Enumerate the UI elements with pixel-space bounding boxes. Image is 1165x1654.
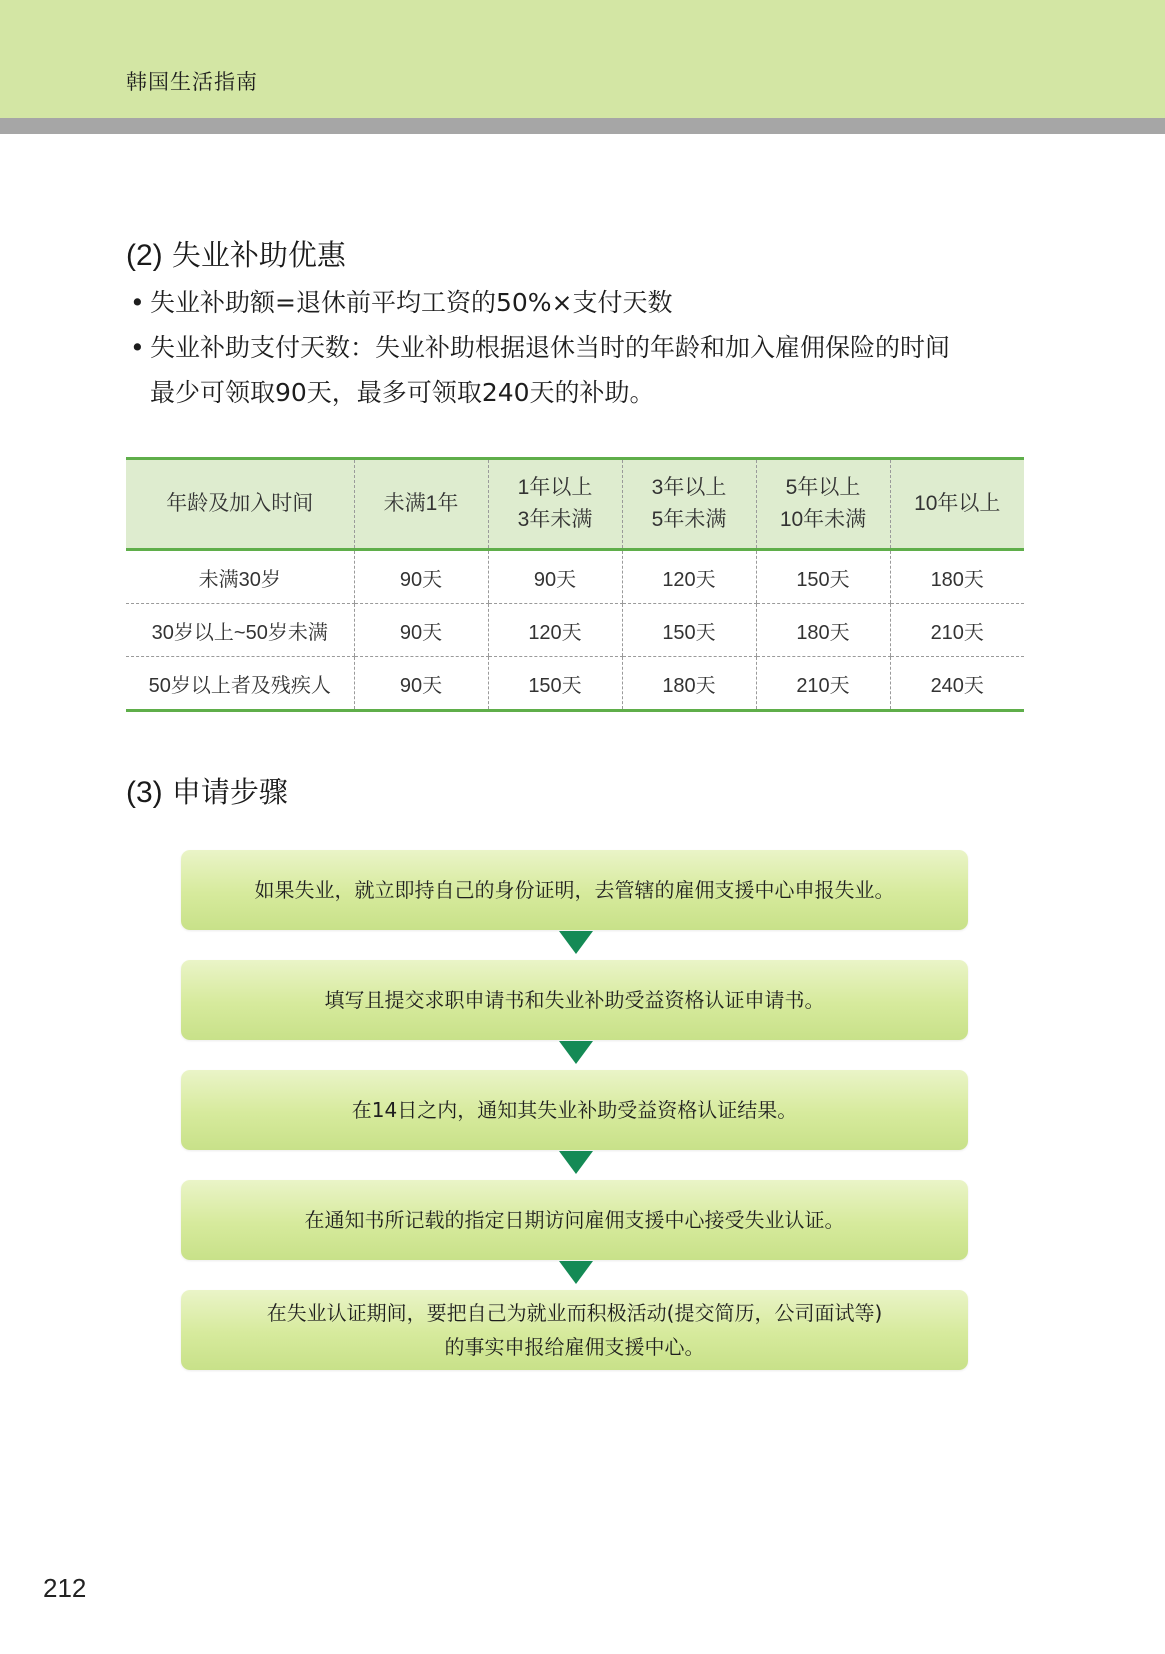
table-cell: 150天 [622,604,756,657]
process-step-text: 填写且提交求职申请书和失业补助受益资格认证申请书。 [324,988,825,1012]
table-row [126,657,1024,711]
process-step [181,1290,968,1370]
arrow-down-icon [559,931,593,954]
page-number: 212 [43,1573,87,1603]
table-row [126,604,1024,657]
bullet-text-continued: 最少可领取90天，最多可领取240天的补助。 [150,378,655,407]
table-cell: 210天 [890,604,1024,657]
process-step [181,1180,968,1260]
section-2-title: 失业补助优惠 [171,238,346,272]
table-cell: 30岁以上~50岁未满 [126,604,354,657]
process-step-text: 在失业认证期间，要把自己为就业而积极活动(提交简历，公司面试等) [266,1301,883,1325]
bullet-list [126,280,1046,415]
table-header-cell: 1年以上 3年未满 [488,459,622,550]
table-row [126,550,1024,604]
arrow-down-icon [559,1151,593,1174]
bullet-item [126,280,1046,325]
table-header-cell: 未满1年 [354,459,488,550]
process-step-text: 如果失业，就立即持自己的身份证明，去管辖的雇佣支援中心申报失业。 [254,878,895,902]
bullet-text: 失业补助额=退休前平均工资的50%×支付天数 [150,288,673,317]
table-header-row [126,459,1024,550]
process-step-text: 在通知书所记载的指定日期访问雇佣支援中心接受失业认证。 [304,1208,845,1232]
process-step [181,1070,968,1150]
header-title: 韩国生活指南 [126,70,258,94]
process-step-text-continued: 的事实申报给雇佣支援中心。 [444,1335,705,1359]
table-cell: 90天 [488,550,622,604]
table-cell: 210天 [756,657,890,711]
table-cell: 120天 [622,550,756,604]
table-cell: 90天 [354,657,488,711]
header-band [0,0,1165,118]
bullet-text: 失业补助支付天数：失业补助根据退休当时的年龄和加入雇佣保险的时间 [150,333,951,362]
section-2-heading [126,233,346,274]
bullet-dot-icon: • [130,288,145,317]
arrow-down-icon [559,1041,593,1064]
arrow-down-icon [559,1261,593,1284]
table-header-cell: 5年以上 10年未满 [756,459,890,550]
table-cell: 150天 [756,550,890,604]
section-2-number: (2) [126,239,163,272]
table-header-cell: 年龄及加入时间 [126,459,354,550]
table-cell: 120天 [488,604,622,657]
table-cell: 240天 [890,657,1024,711]
table-cell: 150天 [488,657,622,711]
process-step [181,960,968,1040]
benefit-days-table [126,457,1024,712]
table-cell: 90天 [354,550,488,604]
table-cell: 180天 [756,604,890,657]
table-cell: 90天 [354,604,488,657]
process-step [181,850,968,930]
bullet-dot-icon: • [130,333,145,362]
header-divider [0,118,1165,134]
table-cell: 180天 [890,550,1024,604]
process-step-text: 在14日之内，通知其失业补助受益资格认证结果。 [351,1098,798,1122]
bullet-item [126,325,1046,415]
table-cell: 50岁以上者及残疾人 [126,657,354,711]
table-header-cell: 3年以上 5年未满 [622,459,756,550]
section-3-title: 申请步骤 [171,775,288,809]
table-header-cell: 10年以上 [890,459,1024,550]
section-3-number: (3) [126,776,163,809]
table-cell: 未满30岁 [126,550,354,604]
table-cell: 180天 [622,657,756,711]
section-3-heading [126,770,288,811]
